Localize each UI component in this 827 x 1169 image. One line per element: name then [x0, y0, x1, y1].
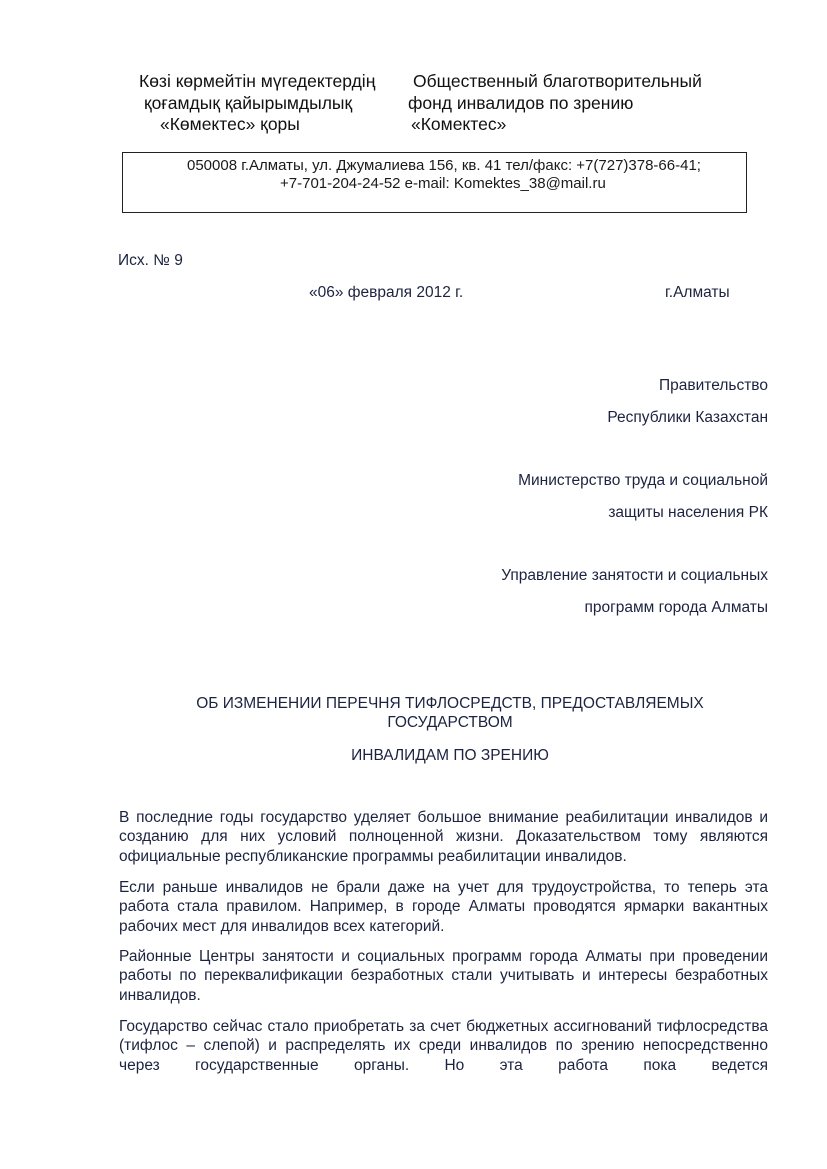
document-title-line-3: ИНВАЛИДАМ ПО ЗРЕНИЮ — [351, 747, 549, 764]
addressee-1-line-2: Республики Казахстан — [607, 409, 768, 426]
body-paragraph-4: Государство сейчас стало приобретать за счет бюджетных ассигнований тифлосредства (тифлос – слепой) и распределять их среди инвалидов по зрению непосредственно через государственные органы. Но эта работа пока ведется — [119, 1018, 768, 1074]
address-box — [122, 152, 747, 213]
letter-city: г.Алматы — [665, 284, 730, 301]
org-name-kazakh-line-3: «Көмектес» қоры — [160, 114, 300, 134]
org-name-russian-line-2: фонд инвалидов по зрению — [408, 93, 634, 113]
org-name-kazakh-line-1: Көзі көрмейтін мүгедектердің — [139, 71, 376, 91]
letter-date: «06» февраля 2012 г. — [309, 284, 464, 301]
outgoing-number: Исх. № 9 — [118, 252, 183, 269]
addressee-2-line-2: защиты населения РК — [608, 504, 768, 521]
address-line-2: +7-701-204-24-52 e-mail: Komektes_38@mail.ru — [280, 175, 606, 192]
body-paragraph-1: В последние годы государство уделяет большое внимание реабилитации инвалидов и созданию для них условий полноценной жизни. Доказательством тому являются официальные республиканские программы реабилитации инвалидов. — [119, 809, 768, 865]
body-paragraph-2: Если раньше инвалидов не брали даже на учет для трудоустройства, то теперь эта работа стала правилом. Например, в городе Алматы проводятся ярмарки вакантных рабочих мест для инвалидов всех категорий. — [119, 879, 768, 935]
address-line-1: 050008 г.Алматы, ул. Джумалиева 156, кв. 41 тел/факс: +7(727)378-66-41; — [187, 157, 701, 174]
org-name-russian-line-1: Общественный благотворительный — [413, 71, 702, 91]
org-name-russian-line-3: «Комектес» — [411, 114, 507, 134]
document-title-line-2: ГОСУДАРСТВОМ — [387, 714, 513, 731]
addressee-2-line-1: Министерство труда и социальной — [518, 472, 768, 489]
document-title-line-1: ОБ ИЗМЕНЕНИИ ПЕРЕЧНЯ ТИФЛОСРЕДСТВ, ПРЕДОСТАВЛЯЕМЫХ — [196, 695, 704, 712]
addressee-1-line-1: Правительство — [659, 377, 768, 394]
addressee-3-line-2: программ города Алматы — [584, 599, 768, 616]
org-name-kazakh-line-2: қоғамдық қайырымдылық — [144, 93, 353, 113]
addressee-3-line-1: Управление занятости и социальных — [501, 567, 768, 584]
body-paragraph-3: Районные Центры занятости и социальных программ города Алматы при проведении работы по переквалификации безработных стали учитывать и интересы безработных инвалидов. — [119, 948, 768, 1004]
